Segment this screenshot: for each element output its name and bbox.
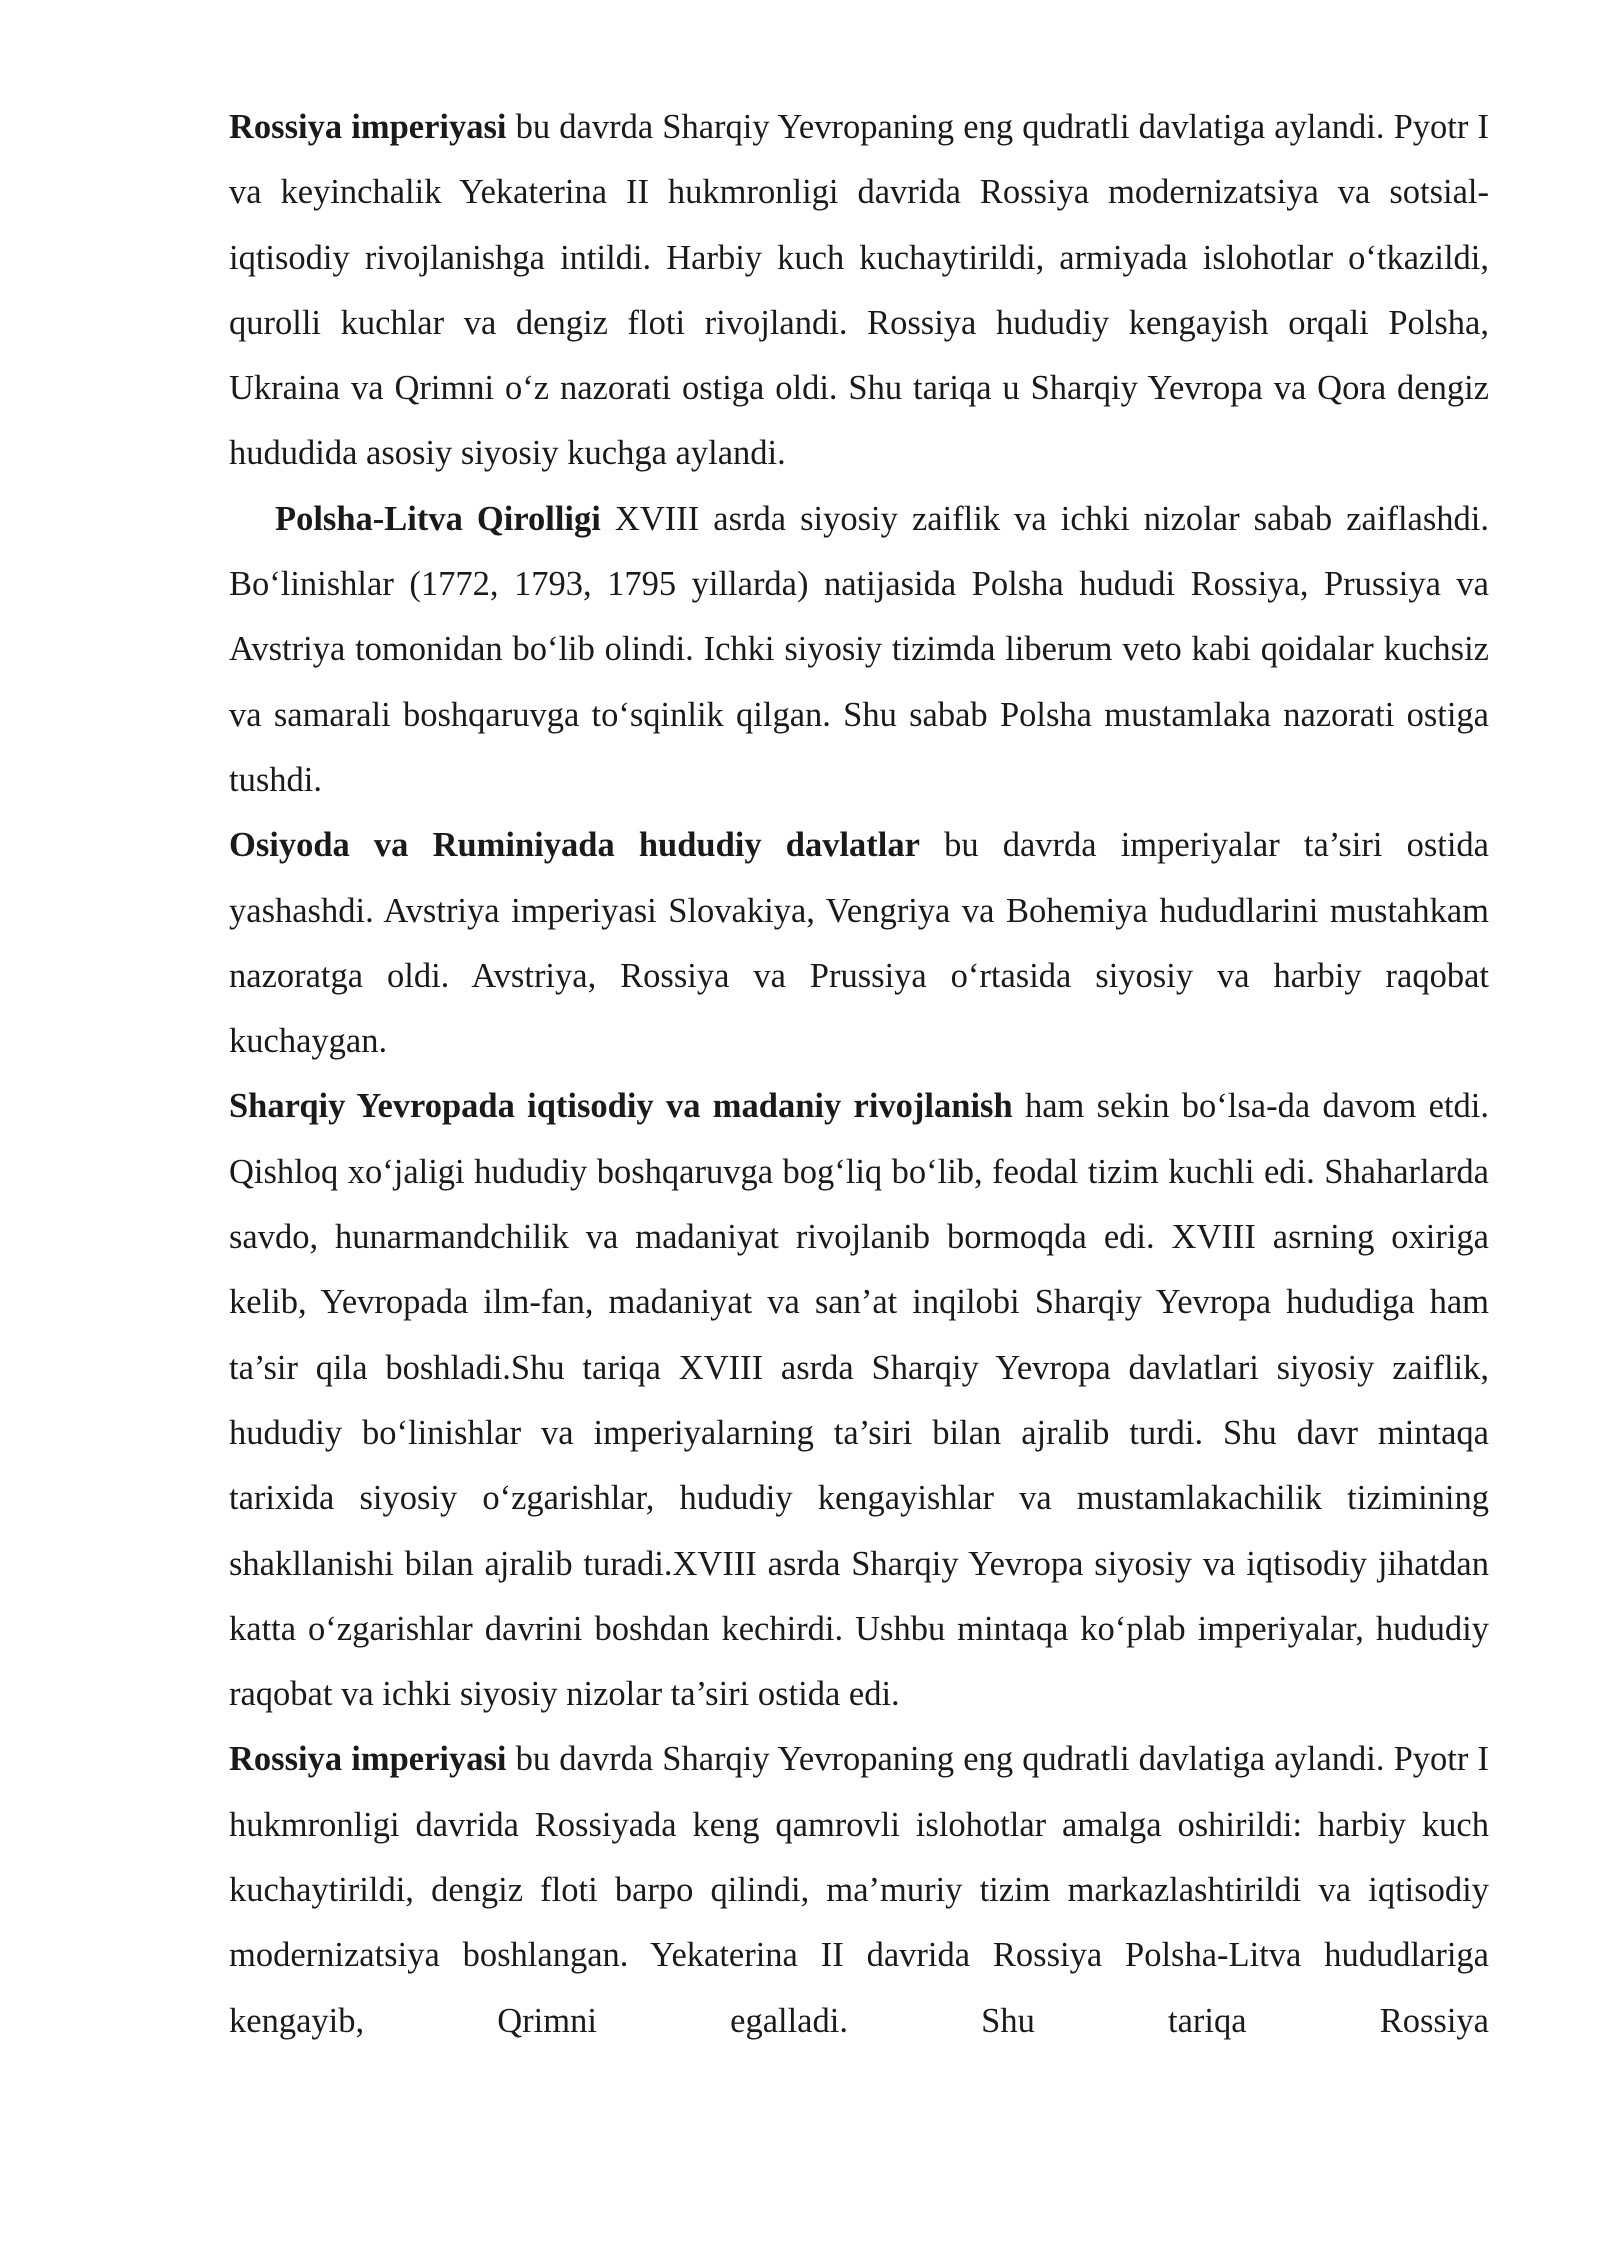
paragraph-lead-term: Rossiya imperiyasi [229,108,507,146]
paragraph-text: XVIII asrda siyosiy zaiflik va ichki nizolar sabab zaiflashdi. Bo‘linishlar (1772, 1793, 1795 yillarda) natijasida Polsha hududi Rossiya, Prussiya va Avstriya tomonidan bo‘lib olindi. Ichki siyosiy tizimda liberum veto kabi qoidalar kuchsiz va samarali boshqaruvga to‘sqinlik qilgan. Shu sabab Polsha mustamlaka nazorati ostiga tushdi. [229,499,1489,799]
paragraph-lead-term: Osiyoda va Ruminiyada hududiy davlatlar [229,826,920,865]
paragraph-lead-term: Rossiya imperiyasi [229,1740,507,1779]
paragraph-russian-empire [229,95,1489,487]
document-body [229,95,1489,2040]
paragraph-russian-empire-continued [229,1727,1489,2040]
paragraph-lead-term: Sharqiy Yevropada iqtisodiy va madaniy rivojlanish [229,1087,1013,1126]
paragraph-text: bu davrda imperiyalar ta’siri ostida yashashdi. Avstriya imperiyasi Slovakiya, Vengriya va Bohemiya hududlarini mustahkam nazoratga oldi. Avstriya, Rossiya va Prussiya o‘rtasida siyosiy va harbiy raqobat kuchaygan. [229,826,1489,1061]
paragraph-text: ham sekin bo‘lsa-da davom etdi. Qishloq xo‘jaligi hududiy boshqaruvga bog‘liq bo‘lib, feodal tizim kuchli edi. Shaharlarda savdo, hunarmandchilik va madaniyat rivojlanib bormoqda edi. XVIII asrning oxiriga kelib, Yevropada ilm-fan, madaniyat va san’at inqilobi Sharqiy Yevropa hududiga ham ta’sir qila boshladi.Shu tariqa XVIII asrda Sharqiy Yevropa davlatlari siyosiy zaiflik, hududiy bo‘linishlar va imperiyalarning ta’siri bilan ajralib turdi. Shu davr mintaqa tarixida siyosiy o‘zgarishlar, hududiy kengayishlar va mustamlakachilik tizimining shakllanishi bilan ajralib turadi.XVIII asrda Sharqiy Yevropa siyosiy va iqtisodiy jihatdan katta o‘zgarishlar davrini boshdan kechirdi. Ushbu mintaqa ko‘plab imperiyalar, hududiy raqobat va ichki siyosiy nizolar ta’siri ostida edi. [229,1087,1489,1714]
paragraph-text: bu davrda Sharqiy Yevropaning eng qudratli davlatiga aylandi. Pyotr I hukmronligi davrida Rossiyada keng qamrovli islohotlar amalga oshirildi: harbiy kuch kuchaytirildi, dengiz floti barpo qilindi, ma’muriy tizim markazlashtirildi va iqtisodiy modernizatsiya boshlangan. Yekaterina II davrida Rossiya Polsha-Litva hududlariga kengayib, Qrimni egalladi. Shu tariqa Rossiya [229,1740,1489,2040]
paragraph-lead-term: Polsha-Litva Qirolligi [275,499,601,538]
paragraph-text: bu davrda Sharqiy Yevropaning eng qudratli davlatiga aylandi. Pyotr I va keyinchalik Yekaterina II hukmronligi davrida Rossiya modernizatsiya va sotsial-iqtisodiy rivojlanishga intildi. Harbiy kuch kuchaytirildi, armiyada islohotlar o‘tkazildi, qurolli kuchlar va dengiz floti rivojlandi. Rossiya hududiy kengayish orqali Polsha, Ukraina va Qrimni o‘z nazorati ostiga oldi. Shu tariqa u Sharqiy Yevropa va Qora dengiz hududida asosiy siyosiy kuchga aylandi. [229,108,1489,473]
paragraph-economic-cultural-development [229,1074,1489,1727]
paragraph-polish-lithuanian-kingdom [229,487,1489,813]
paragraph-regional-states [229,813,1489,1074]
